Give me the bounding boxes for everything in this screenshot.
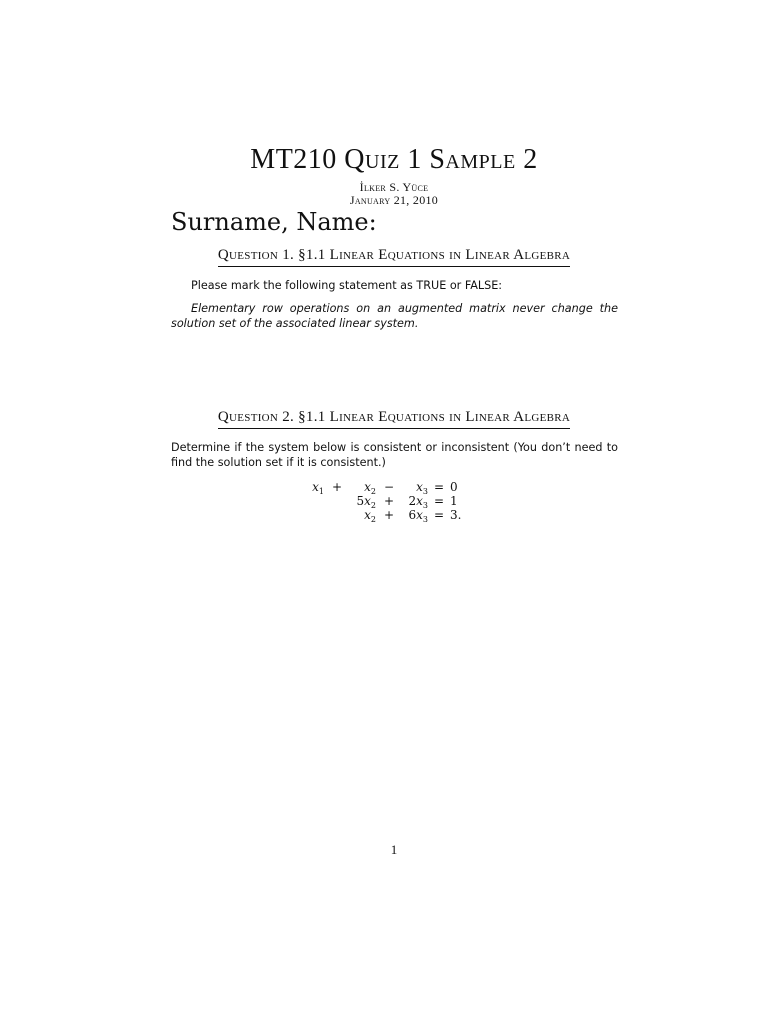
- author-name: İlker S. Yüce: [359, 180, 429, 194]
- equation-row-1: [302, 480, 461, 494]
- operator: +: [383, 508, 395, 522]
- equation-row-2: [302, 494, 461, 508]
- equals-sign: =: [433, 494, 445, 508]
- question-1-instruction: Please mark the following statement as TRUE or FALSE:: [191, 279, 503, 292]
- operator-empty: [324, 494, 350, 508]
- term-x1-empty: [302, 508, 324, 522]
- question-1-heading: [0, 247, 768, 267]
- question-1-statement: Elementary row operations on an augmented matrix never change the solution set of the associated linear system.: [171, 302, 618, 330]
- term-x2: $x_2$: [364, 480, 376, 496]
- operator: −: [383, 480, 395, 494]
- term-x3: $2x_3$: [408, 494, 428, 510]
- right-hand-side: 1: [450, 494, 458, 508]
- question-2-instruction: Determine if the system below is consistent or inconsistent (You don’t need to find the solution set if it is consistent.): [171, 441, 618, 469]
- document-title: MT210 Quiz 1 Sample 2: [250, 144, 538, 175]
- equals-sign: =: [433, 508, 445, 522]
- linear-system: [302, 480, 461, 522]
- equals-sign: =: [433, 480, 445, 494]
- term-x1: $x_1$: [312, 480, 324, 496]
- question-1-heading-text: Question 1. §1.1 Linear Equations in Linear Algebra: [218, 247, 570, 267]
- equation-row-3: [302, 508, 461, 522]
- term-x1-empty: [302, 494, 324, 508]
- question-2-heading-text: Question 2. §1.1 Linear Equations in Linear Algebra: [218, 409, 570, 429]
- right-hand-side: 0: [450, 480, 458, 494]
- operator-empty: [324, 508, 350, 522]
- term-x2: $5x_2$: [356, 494, 376, 510]
- operator: +: [331, 480, 343, 494]
- operator: +: [383, 494, 395, 508]
- surname-name-label: Surname, Name:: [171, 208, 377, 236]
- document-date: January 21, 2010: [349, 193, 439, 207]
- page-number: 1: [390, 842, 398, 857]
- right-hand-side: 3.: [450, 508, 462, 522]
- equation-table: [302, 480, 461, 522]
- term-x3: $6x_3$: [408, 508, 428, 524]
- question-2-heading: [0, 409, 768, 429]
- term-x2: $x_2$: [364, 508, 376, 524]
- term-x3: $x_3$: [416, 480, 428, 496]
